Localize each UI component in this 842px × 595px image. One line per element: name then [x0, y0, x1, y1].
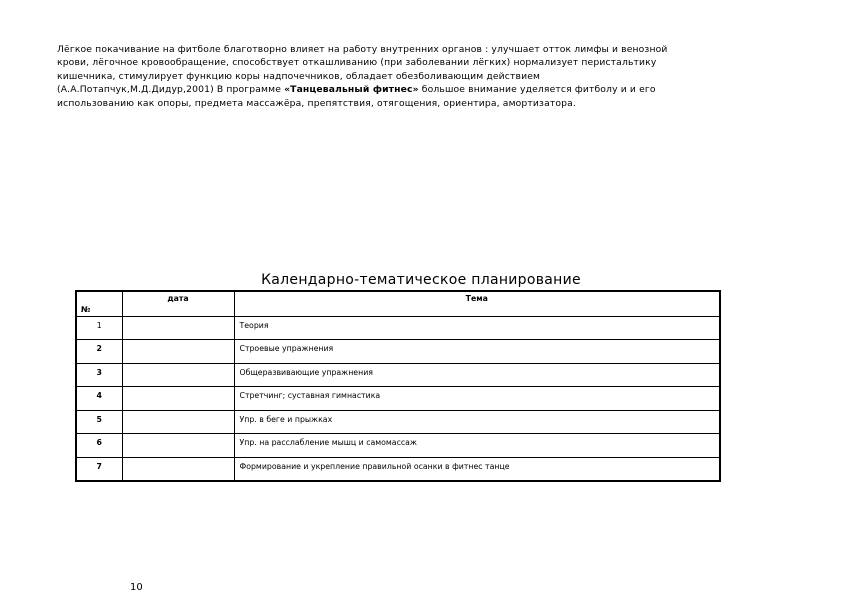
intro-line: крови, лёгочное кровообращение, способствует откашливанию (при заболевании лёгких) нормализует перистальтику [57, 57, 657, 69]
row-date [122, 316, 234, 340]
row-topic: Стретчинг; суставная гимнастика [234, 387, 720, 411]
row-topic: Строевые упражнения [234, 340, 720, 364]
row-number: 6 [76, 434, 122, 458]
row-topic: Упр. на расслабление мышц и самомассаж [234, 434, 720, 458]
row-topic: Общеразвивающие упражнения [234, 363, 720, 387]
plan-table [75, 290, 721, 482]
row-topic: Упр. в беге и прыжках [234, 410, 720, 434]
row-date [122, 457, 234, 481]
header-number: № [76, 291, 122, 316]
page-number: 10 [130, 582, 143, 593]
plan-title: Календарно-тематическое планирование [261, 272, 581, 288]
program-name: «Танцевальный фитнес» [284, 84, 419, 96]
table-row [76, 387, 720, 411]
table-row [76, 363, 720, 387]
row-date [122, 410, 234, 434]
header-date: дата [122, 291, 234, 316]
row-number: 2 [76, 340, 122, 364]
row-topic: Теория [234, 316, 720, 340]
row-date [122, 363, 234, 387]
row-date [122, 340, 234, 364]
row-date [122, 387, 234, 411]
row-number: 7 [76, 457, 122, 481]
row-number: 1 [76, 316, 122, 340]
row-number: 5 [76, 410, 122, 434]
table-header-row [76, 291, 720, 316]
intro-line-tail: большое внимание уделяется фитболу и и его [418, 84, 656, 96]
table-row [76, 316, 720, 340]
table-row [76, 434, 720, 458]
header-topic: Тема [234, 291, 720, 316]
row-number: 3 [76, 363, 122, 387]
intro-line [57, 83, 787, 96]
intro-citation: (А.А.Потапчук,М.Д.Дидур,2001) В программе [57, 84, 285, 96]
intro-line: использованию как опоры, предмета массажёра, препятствия, отягощения, ориентира, амортизатора. [57, 97, 576, 109]
table-row [76, 340, 720, 364]
intro-paragraph [57, 43, 787, 110]
intro-line: Лёгкое покачивание на фитболе благотворно влияет на работу внутренних органов : улучшает отток лимфы и венозной [57, 44, 668, 55]
row-date [122, 434, 234, 458]
row-number: 4 [76, 387, 122, 411]
table-row [76, 457, 720, 481]
table-row [76, 410, 720, 434]
row-topic: Формирование и укрепление правильной осанки в фитнес танце [234, 457, 720, 481]
intro-line: кишечника, стимулирует функцию коры надпочечников, обладает обезболивающим действием [57, 70, 541, 82]
